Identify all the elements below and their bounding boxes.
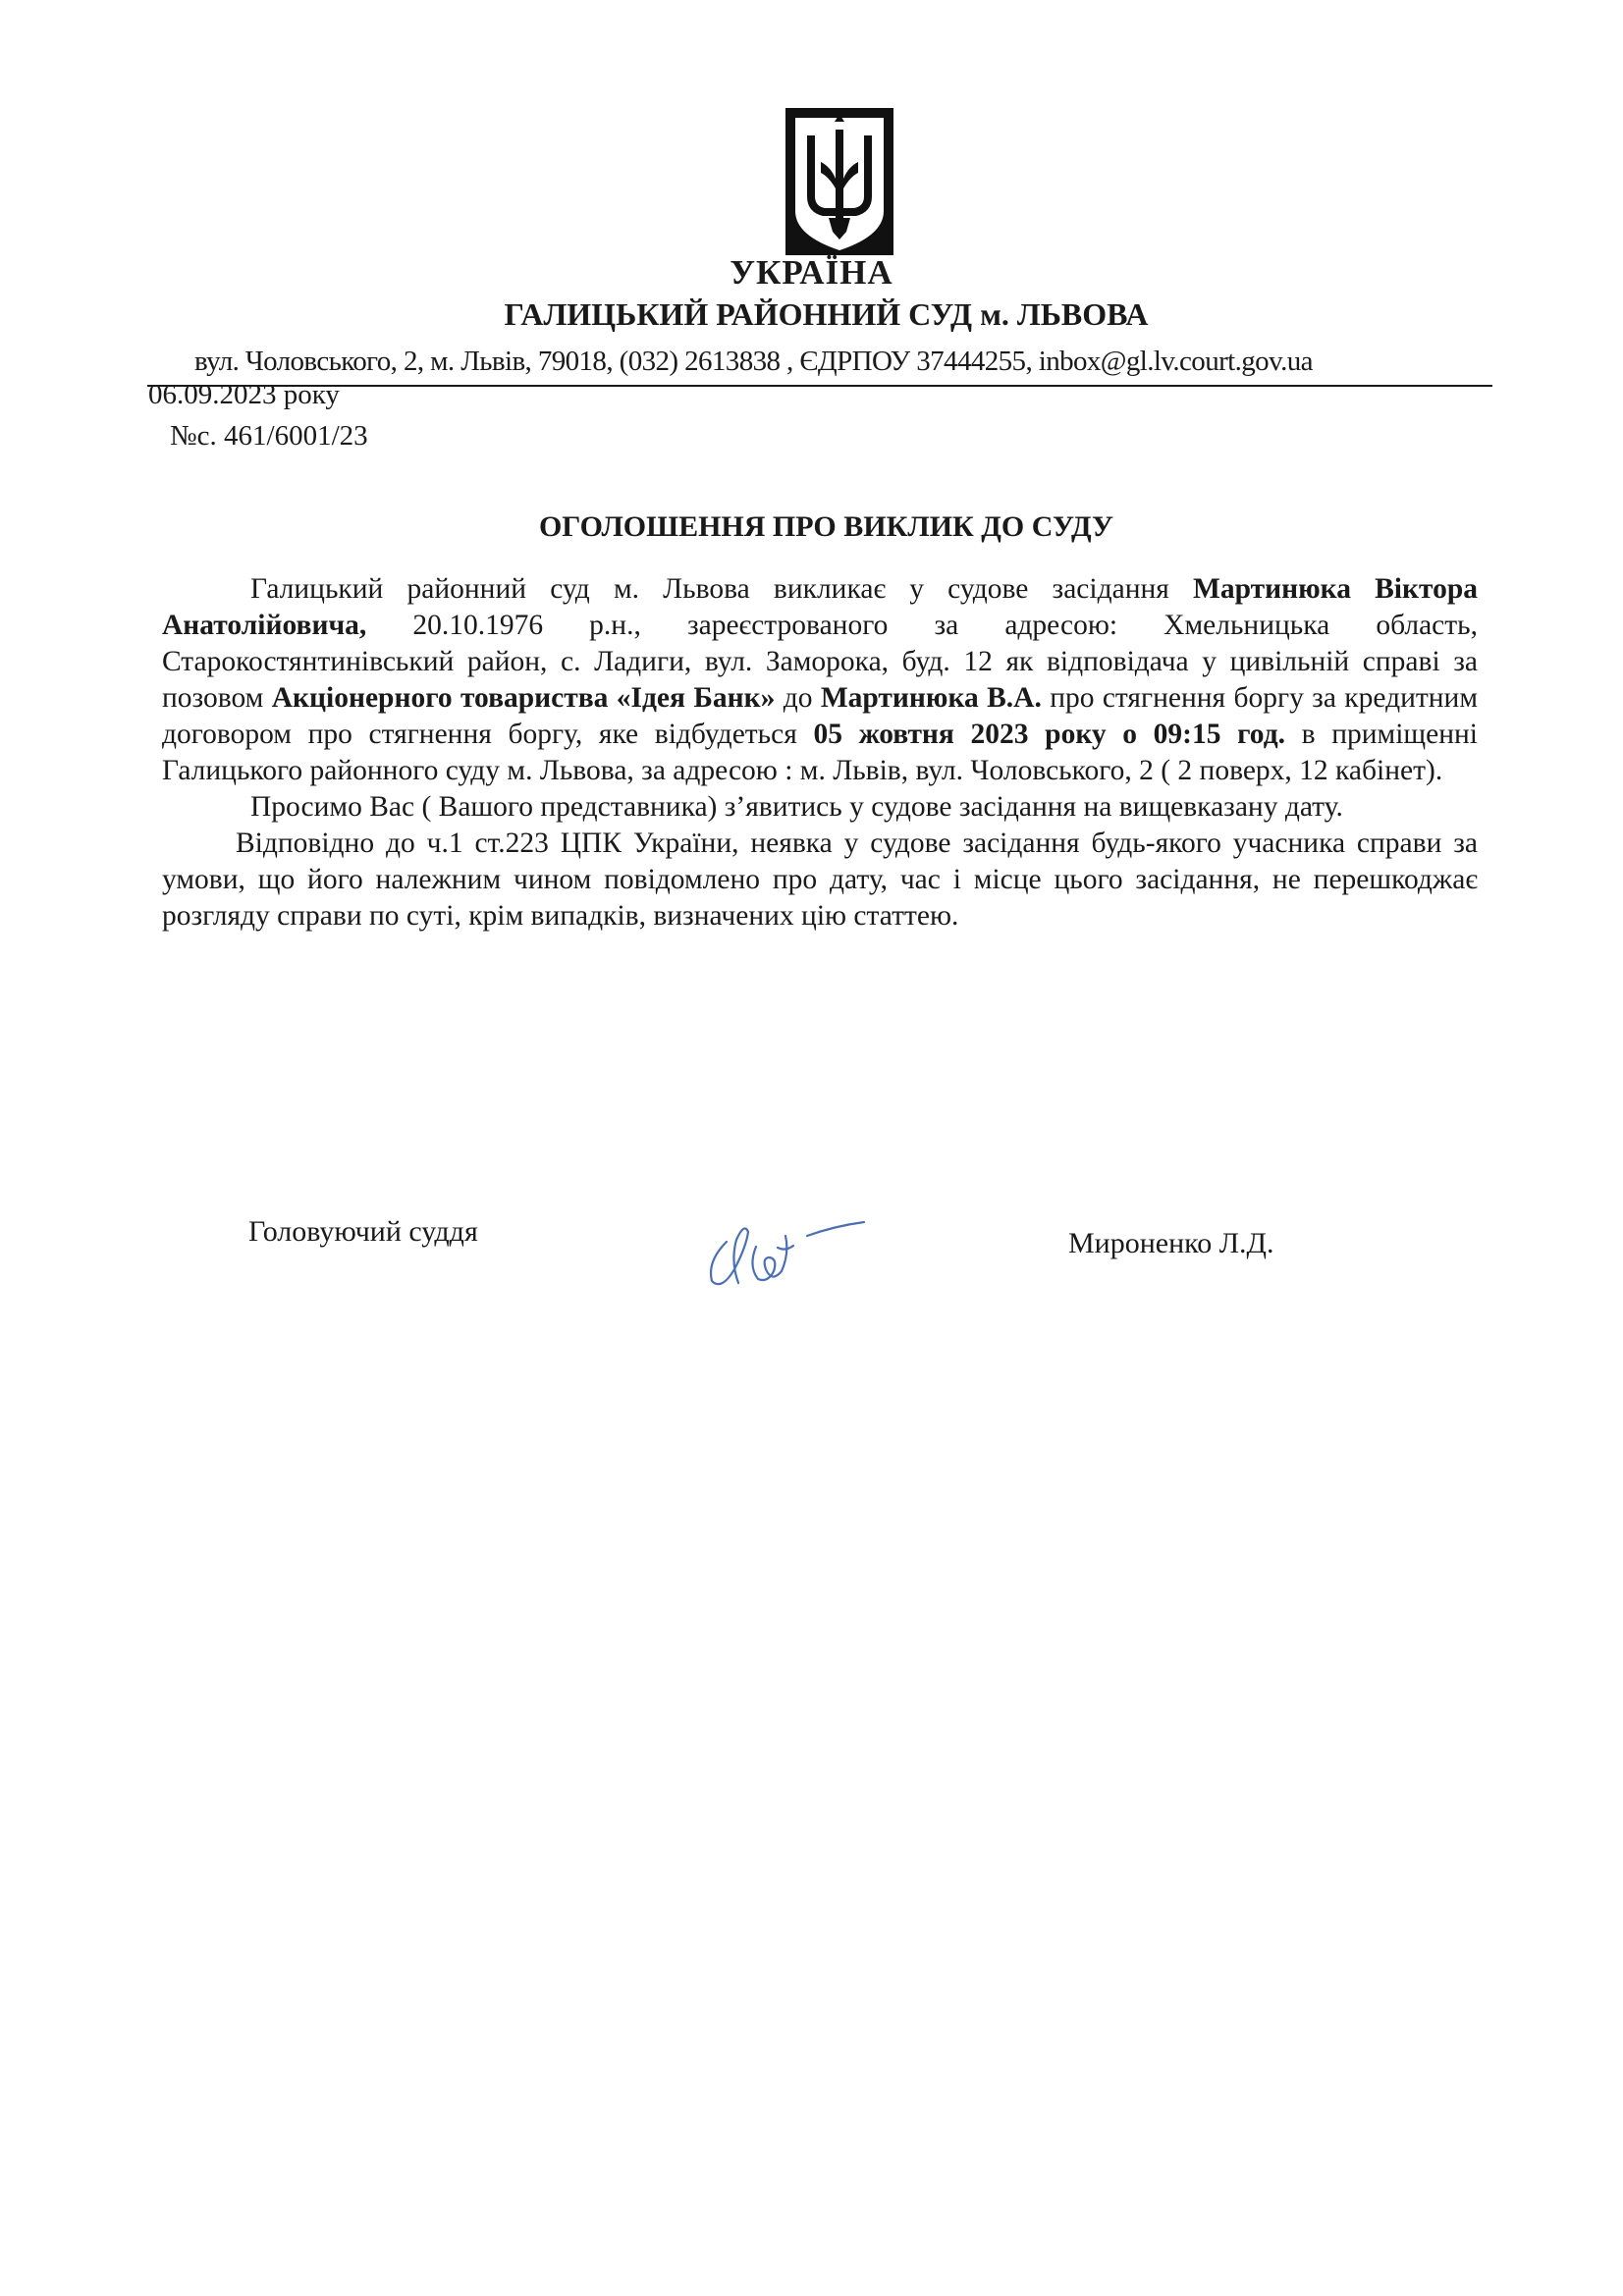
court-name: ГАЛИЦЬКИЙ РАЙОННИЙ СУД м. ЛЬВОВА bbox=[504, 296, 1149, 332]
defendant-short-name: Мартинюка В.А. bbox=[820, 682, 1042, 714]
document-date: 06.09.2023 року bbox=[148, 379, 340, 410]
case-number: №с. 461/6001/23 bbox=[170, 420, 368, 452]
text-segment: Галицький районний суд м. Львова викликає у судове засідання bbox=[250, 573, 1194, 605]
text-segment: до bbox=[775, 682, 821, 714]
text-segment: про стягнення боргу за кредитним договором про стягнення боргу, яке відбудеться bbox=[162, 682, 1478, 750]
country-name: УКРАЇНА bbox=[730, 253, 893, 292]
court-address-line: вул. Чоловського, 2, м. Львів, 79018, (032) 2613838 , ЄДРПОУ 37444255, inbox@gl.lv.court.gov.ua bbox=[194, 346, 1313, 377]
trident-coat-of-arms-icon bbox=[785, 108, 893, 255]
header-divider bbox=[147, 385, 1492, 387]
text-segment: в приміщенні Галицького районного суду м. Львова, за адресою : м. Львів, вул. Чоловського, 2 ( 2 поверх, 12 кабінет). bbox=[162, 719, 1478, 786]
document-body bbox=[162, 571, 1478, 934]
hearing-datetime: 05 жовтня 2023 року о 09:15 год. bbox=[813, 719, 1286, 750]
text-segment: 20.10.1976 р.н., зареєстрованого за адресою: Хмельницька область, Старокостянтинівський район, с. Ладиги, вул. Заморока, буд. 12 як відповідача у цивільній справі за позовом bbox=[162, 610, 1478, 714]
judge-name: Мироненко Л.Д. bbox=[1068, 1227, 1274, 1259]
paragraph-legal-notice: Відповідно до ч.1 ст.223 ЦПК України, неявка у судове засідання будь-якого учасника справи за умови, що його належним чином повідомлено про дату, час і місце цього засідання, не перешкоджає розгляду справи по суті, крім випадків, визначених цію статтею. bbox=[162, 828, 1478, 932]
defendant-full-name: Мартинюка Віктора Анатолійовича, bbox=[162, 573, 1478, 641]
judge-title: Головуючий суддя bbox=[248, 1215, 478, 1248]
paragraph-summons bbox=[162, 571, 1478, 789]
handwritten-signature-icon bbox=[687, 1193, 903, 1301]
paragraph-request: Просимо Вас ( Вашого представника) з’явитись у судове засідання на вищевказану дату. bbox=[250, 791, 1343, 823]
document-title: ОГОЛОШЕННЯ ПРО ВИКЛИК ДО СУДУ bbox=[538, 510, 1114, 543]
plaintiff-name: Акціонерного товариства «Ідея Банк» bbox=[271, 682, 776, 714]
